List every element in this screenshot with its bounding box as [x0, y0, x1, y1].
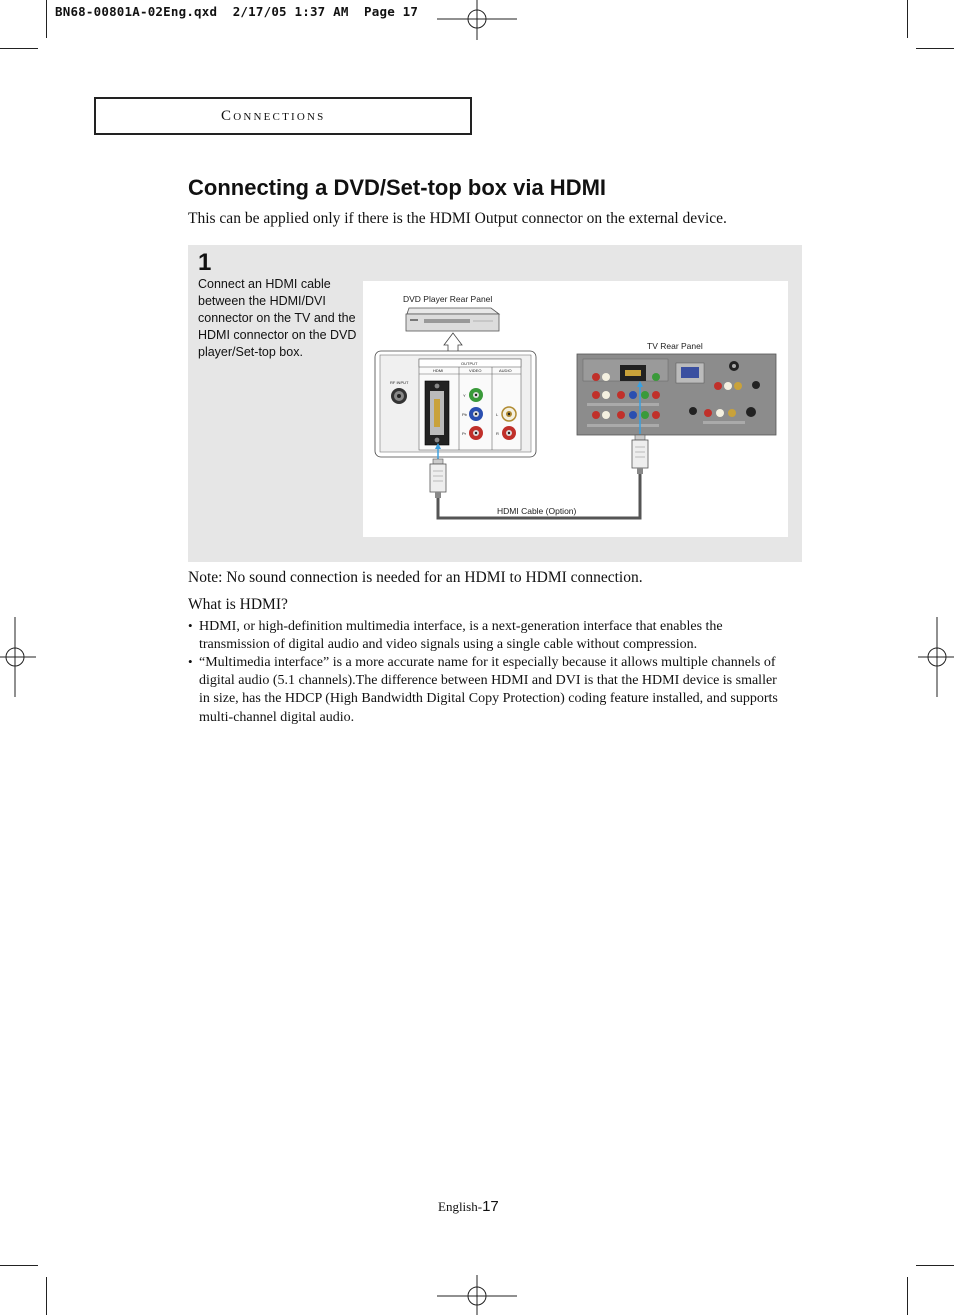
crop-mark	[46, 1277, 47, 1315]
crop-mark	[907, 0, 908, 38]
output-label: OUTPUT	[461, 361, 478, 366]
dvd-rear-panel-label: DVD Player Rear Panel	[403, 294, 493, 304]
list-item	[188, 654, 788, 727]
print-slug: BN68-00801A-02Eng.qxd 2/17/05 1:37 AM Page 17	[55, 4, 419, 19]
bullet-icon: •	[188, 618, 193, 633]
l-label: L	[496, 412, 499, 417]
connection-diagram	[363, 281, 788, 537]
page-footer	[438, 1198, 499, 1215]
note-text: Note: No sound connection is needed for an HDMI to HDMI connection.	[188, 569, 643, 586]
audio-label: AUDIO	[499, 368, 512, 373]
list-item-text: “Multimedia interface” is a more accurate name for it especially because it allows multiple channels of digital audio (5.1 channels).The difference between HDMI and DVI is that the HDMI device is smaller in size, has the HDCP (High Bandwidth Digital Copy Protection) coding feature installed, and supports multi-channel digital audio.	[199, 655, 778, 725]
callout-arrow	[444, 333, 462, 353]
registration-mark-bottom	[437, 1275, 517, 1315]
video-label: VIDEO	[469, 368, 482, 373]
pb-label: Pb	[462, 412, 467, 417]
crop-mark	[0, 1265, 38, 1266]
what-is-heading: What is HDMI?	[188, 596, 288, 613]
page-subtitle: This can be applied only if there is the HDMI Output connector on the external device.	[188, 210, 727, 227]
step-number: 1	[198, 249, 212, 276]
page-number: 17	[482, 1198, 499, 1215]
y-label: Y	[463, 393, 466, 398]
crop-mark	[916, 1265, 954, 1266]
page-title: Connecting a DVD/Set-top box via HDMI	[188, 175, 607, 200]
pr-label: Pr	[462, 431, 466, 436]
dvd-player-icon	[406, 308, 499, 331]
crop-mark	[916, 48, 954, 49]
section-label: Connections	[221, 107, 326, 124]
registration-mark-right	[918, 617, 954, 697]
crop-mark	[46, 0, 47, 38]
crop-mark	[907, 1277, 908, 1315]
bullet-icon: •	[188, 654, 193, 669]
registration-mark-top	[437, 0, 517, 40]
section-header-box	[94, 97, 472, 135]
tv-rear-panel	[577, 354, 776, 435]
rf-input-label: RF INPUT	[390, 380, 409, 385]
crop-mark	[0, 48, 38, 49]
footer-language: English-	[438, 1199, 483, 1214]
diagram-graphics	[363, 281, 788, 537]
list-item-text: HDMI, or high-definition multimedia interface, is a next-generation interface that enables the transmission of digital audio and video signals using a single cable without compression.	[199, 619, 723, 653]
r-label: R	[496, 431, 499, 436]
hdmi-cable-label: HDMI Cable (Option)	[497, 506, 577, 516]
hdmi-port-label: HDMI	[433, 368, 444, 373]
tv-rear-panel-label: TV Rear Panel	[647, 341, 703, 351]
dvd-rear-panel-closeup	[375, 351, 536, 457]
step-instruction: Connect an HDMI cable between the HDMI/DVI connector on the TV and the HDMI connector on the DVD player/Set-top box.	[198, 277, 357, 359]
registration-mark-left	[0, 617, 36, 697]
list-item	[188, 618, 788, 654]
